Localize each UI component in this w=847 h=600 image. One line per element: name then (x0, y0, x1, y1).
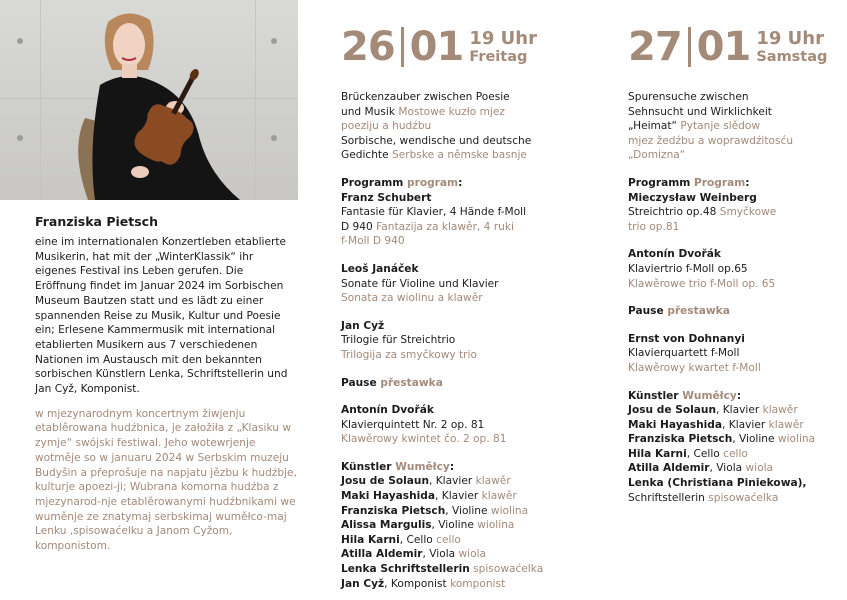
work-item: Mieczysław Weinberg Streichtrio op.48 Smyčkowe trio op.81 (628, 191, 838, 235)
list-item: Atilla Aldemir, Viola wiola (341, 548, 487, 561)
work-item: Franz Schubert Fantasie für Klavier, 4 Hände f-Moll D 940 Fantazija za klawěr, 4 ruki f-Moll D 940 (341, 191, 591, 249)
concert2-day: 27 (628, 24, 682, 70)
concert1-weekday: Freitag (469, 48, 528, 65)
concert2-month: 01 (696, 24, 751, 70)
composer: Ernst von Dohnanyi (628, 332, 745, 345)
composer: Mieczysław Weinberg (628, 191, 757, 204)
list-item: Maki Hayashida, Klavier klawěr (341, 490, 517, 503)
list-item: Atilla Aldemir, Viola wiola (628, 462, 774, 475)
composer: Franz Schubert (341, 191, 432, 204)
concert1-day: 26 (341, 24, 395, 70)
date-divider (401, 27, 404, 67)
list-item: Hila Karni, Cello cello (628, 447, 748, 460)
artist-photo (0, 0, 298, 200)
artist-bio (35, 214, 297, 554)
list-item: Josu de Solaun, Klavier klawěr (628, 404, 798, 417)
list-item: Lenka (Christiana Piniekowa), (628, 477, 807, 490)
pause-heading: Pause přestawka (628, 305, 730, 318)
list-item: Franziska Pietsch, Violine wiolina (628, 433, 816, 446)
artist-list (341, 474, 591, 591)
composer: Antonín Dvořák (628, 248, 721, 261)
bio-german: eine im internationalen Konzertleben etablierte Musikerin, hat mit der „WinterKlassik“ ihr eigenes Festival ins Leben gerufen. Die Eröffnung findet im Januar 2024 im Sorbischen Museum Bautzen statt und es lädt zu einer spannenden Reise zu Musik, Kultur und Poesie ein; Erlesene Kammermusik mit international etablierten Musikern aus 7 verschiedenen Nationen im Austausch mit den bekannten sorbischen Künstlern Lenka, Schriftstellerin und Jan Cyž, Komponist. (35, 236, 288, 396)
artists-heading: Künstler Wuměłcy: (628, 389, 742, 402)
artist-name: Franziska Pietsch (35, 214, 158, 229)
programm-heading: Programm program: (341, 176, 463, 189)
list-item: Franziska Pietsch, Violine wiolina (341, 504, 529, 517)
work-item: Antonín Dvořák Klavierquintett Nr. 2 op. 81 Klawěrowy kwintet čo. 2 op. 81 (341, 403, 591, 447)
concert1-program (341, 90, 591, 591)
composer: Antonín Dvořák (341, 404, 434, 417)
concert1-intro: Brückenzauber zwischen Poesie und Musik Mostowe kuzło mjez poeziju a hudźbu Sorbische, wendische und deutsche Gedichte Serbske a němske basnje (341, 91, 532, 162)
list-item: Hila Karni, Cello cello (341, 533, 461, 546)
pause-heading: Pause přestawka (341, 376, 443, 389)
date-divider (688, 27, 691, 67)
artists-heading: Künstler Wuměłcy: (341, 460, 455, 473)
concert1-date (341, 22, 537, 72)
work-item: Antonín Dvořák Klaviertrio f-Moll op.65 Klawěrowe trio f-Moll op. 65 (628, 247, 838, 291)
list-item: Schriftstellerin spisowaćelka (628, 491, 779, 504)
composer: Jan Cyž (341, 319, 385, 332)
composer: Leoš Janáček (341, 262, 419, 275)
bio-sorbian: w mjezynarodnym koncertnym žiwjenju etablěrowana hudźbnica, je załožiła z „Klasiku w zymje“ swójski festiwal. Jeho wotewrjenje wotměje so w januaru 2024 w Serbskim muzeju Budyšin a přeprošuje na napjatu jězbu k hudźbje, kulturje apoezi-ji; Wubrana komorna hudźba z mjezynarod-nje etablěrowanymi hudźbnikami we wuměnje ze znatymaj serbskimaj wuměłco-maj Lenku ,spisowaćelku a Janom Cyžom, komponistom. (35, 407, 297, 553)
concert2-time: 19 Uhr (756, 27, 824, 49)
concert1-month: 01 (409, 24, 464, 70)
list-item: Jan Cyž, Komponist komponist (341, 577, 506, 590)
work-item: Ernst von Dohnanyi Klavierquartett f-Moll Klawěrowy kwartet f-Moll (628, 332, 838, 376)
concert1-time: 19 Uhr (469, 27, 537, 49)
concert2-intro: Spurensuche zwischen Sehnsucht und Wirklichkeit „Heimat“ Pytanje slědow mjez žedźbu a woprawdźitosću „Domizna“ (628, 91, 794, 162)
list-item: Lenka Schriftstellerin spisowaćelka (341, 563, 544, 576)
concert2-date (628, 22, 827, 72)
concert2-program (628, 90, 838, 505)
list-item: Maki Hayashida, Klavier klawěr (628, 418, 804, 431)
violinist-figure (0, 0, 298, 200)
list-item: Alissa Margulis, Violine wiolina (341, 519, 515, 532)
artist-list (628, 403, 838, 505)
work-item: Leoš Janáček Sonate für Violine und Klavier Sonata za wiolinu a klawěr (341, 262, 591, 306)
list-item: Josu de Solaun, Klavier klawěr (341, 475, 511, 488)
work-item: Jan Cyž Trilogie für Streichtrio Trilogija za smyčkowy trio (341, 319, 591, 363)
concert2-weekday: Samstag (756, 48, 828, 65)
programm-heading: Programm Program: (628, 176, 750, 189)
